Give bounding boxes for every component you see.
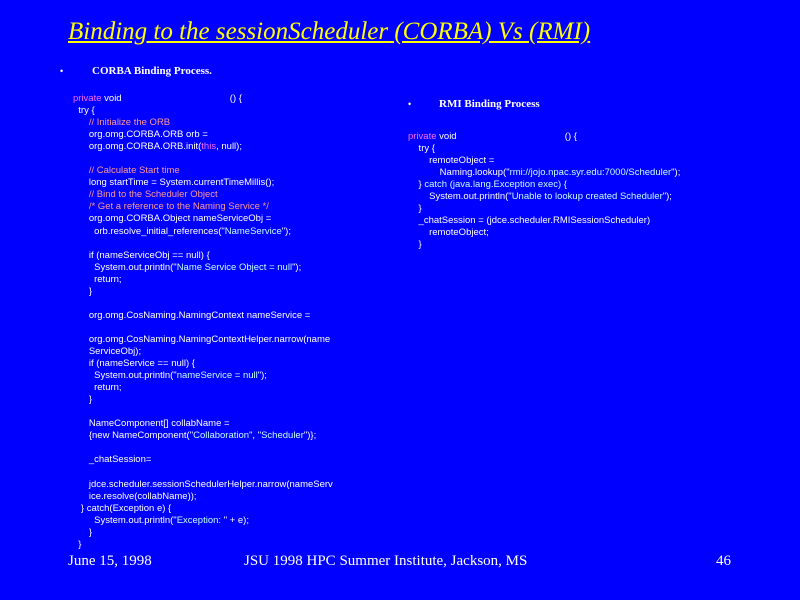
code-token: catch (java.lang.Exception exec) { <box>424 179 567 191</box>
code-token: "); <box>671 167 681 179</box>
code-line <box>73 370 333 382</box>
code-token: NameService <box>224 225 282 237</box>
code-line <box>73 430 333 442</box>
code-line <box>73 406 333 418</box>
code-token: } <box>408 179 425 191</box>
code-token: long startTime = System.currentTimeMillis(); <box>73 177 275 189</box>
code-line <box>408 191 680 203</box>
corba-code-block <box>73 93 333 551</box>
code-line <box>73 503 333 515</box>
code-token: } <box>73 526 93 538</box>
code-line <box>408 167 680 179</box>
code-line <box>73 298 333 310</box>
code-token: org.omg.CORBA.ORB.init( <box>73 141 202 153</box>
code-token: rmi://jojo.npac.syr.edu:7000/Scheduler <box>509 167 672 179</box>
code-token: "); <box>257 370 267 382</box>
rmi-code-block <box>408 131 680 251</box>
code-token: Exception: <box>176 514 224 526</box>
code-token: Collaboration <box>193 430 250 442</box>
code-line <box>73 322 333 334</box>
code-token: private <box>408 131 440 142</box>
code-token: _chatSession= <box>73 454 152 466</box>
code-line <box>73 539 333 551</box>
code-line <box>73 310 333 322</box>
bullet-dot: • <box>60 66 64 76</box>
code-token: ", " <box>249 430 262 442</box>
code-token: return; <box>73 382 122 394</box>
code-line <box>73 153 333 165</box>
code-token: org.omg.CORBA.ORB orb = <box>73 129 208 141</box>
code-token: } <box>408 203 422 215</box>
code-token: Name Service Object = null <box>176 261 293 273</box>
code-token: "); <box>292 261 302 273</box>
code-line <box>73 177 333 189</box>
code-token: // Calculate Start time <box>73 165 180 177</box>
code-line <box>73 466 333 478</box>
code-token: if (nameServiceObj == null) { <box>73 249 210 261</box>
code-token: , null); <box>216 141 242 153</box>
code-line <box>73 201 333 213</box>
code-token: ice.resolve(collabName)); <box>73 490 197 502</box>
code-token: void () { <box>104 93 242 104</box>
code-line <box>73 527 333 539</box>
code-token: System.out.println(" <box>73 261 177 273</box>
code-line <box>73 105 333 117</box>
code-token: System.out.println(" <box>73 370 177 382</box>
code-token: org.omg.CORBA.Object nameServiceObj = <box>73 213 272 225</box>
code-line <box>73 141 333 153</box>
code-token: } <box>73 285 93 297</box>
code-token: remoteObject = <box>408 155 495 167</box>
code-line <box>408 215 680 227</box>
code-line <box>73 189 333 201</box>
code-line <box>73 442 333 454</box>
code-line <box>408 155 680 167</box>
code-token: nameService = null <box>176 370 258 382</box>
footer-page-number: 46 <box>716 553 731 569</box>
code-token: } <box>408 239 422 251</box>
footer-title: JSU 1998 HPC Summer Institute, Jackson, MS <box>244 553 528 569</box>
code-token: ServiceObj); <box>73 345 142 357</box>
code-line <box>73 454 333 466</box>
code-token: jdce.scheduler.sessionSchedulerHelper.narrow(nameServ <box>73 478 333 490</box>
code-token: } <box>73 538 82 550</box>
code-token: try { <box>408 143 435 155</box>
code-token: } <box>73 394 93 406</box>
code-token: private <box>73 93 105 104</box>
code-line <box>73 382 333 394</box>
code-line <box>73 394 333 406</box>
code-token: // Bind to the Scheduler Object <box>73 189 218 201</box>
code-token: NameComponent[] collabName = <box>73 418 230 430</box>
code-token: if (nameService == null) { <box>73 358 195 370</box>
code-token: Naming.lookup(" <box>408 167 510 179</box>
code-token: " + e); <box>223 514 249 526</box>
code-token: return; <box>73 273 122 285</box>
code-token: org.omg.CosNaming.NamingContextHelper.narrow(name <box>73 333 331 345</box>
code-line <box>73 238 333 250</box>
code-line <box>408 227 680 239</box>
code-line <box>408 203 680 215</box>
code-token: } catch(Exception e) { <box>73 502 172 514</box>
corba-heading: CORBA Binding Process. <box>92 65 212 77</box>
code-line <box>73 262 333 274</box>
code-token: Scheduler <box>261 430 304 442</box>
code-token: System.out.println(" <box>408 191 512 203</box>
code-token: "); <box>281 225 291 237</box>
code-line <box>73 479 333 491</box>
code-line <box>73 346 333 358</box>
code-line <box>73 286 333 298</box>
code-token: try { <box>73 105 95 117</box>
code-token: {new NameComponent(" <box>73 430 194 442</box>
code-line <box>73 358 333 370</box>
code-line <box>73 334 333 346</box>
code-line <box>73 165 333 177</box>
code-line <box>73 491 333 503</box>
code-token: /* Get a reference to the Naming Service */ <box>73 201 269 213</box>
code-token: // Initialize the ORB <box>73 117 171 129</box>
code-token: System.out.println(" <box>73 514 177 526</box>
code-token: Unable to lookup created Scheduler <box>511 191 663 203</box>
code-token: orb.resolve_initial_references(" <box>73 225 225 237</box>
code-token: this <box>201 141 217 153</box>
code-token: void () { <box>439 131 577 142</box>
code-line <box>73 213 333 225</box>
code-line <box>73 226 333 238</box>
code-token: remoteObject; <box>408 227 489 239</box>
code-line <box>408 239 680 251</box>
code-token: "); <box>662 191 672 203</box>
code-line <box>73 117 333 129</box>
code-line <box>73 418 333 430</box>
bullet-dot: • <box>408 99 412 109</box>
code-line <box>73 250 333 262</box>
code-token: ")}; <box>303 430 317 442</box>
code-line <box>73 515 333 527</box>
code-line <box>408 143 680 155</box>
code-line <box>408 179 680 191</box>
slide-title: Binding to the sessionScheduler (CORBA) Vs (RMI) <box>68 18 591 45</box>
rmi-heading: RMI Binding Process <box>439 98 540 110</box>
footer-date: June 15, 1998 <box>68 553 152 569</box>
code-line <box>73 93 333 105</box>
code-line <box>408 131 680 143</box>
code-line <box>73 274 333 286</box>
code-token: _chatSession = (jdce.scheduler.RMISessionScheduler) <box>408 215 651 227</box>
code-line <box>73 129 333 141</box>
code-token: org.omg.CosNaming.NamingContext nameService = <box>73 309 311 321</box>
